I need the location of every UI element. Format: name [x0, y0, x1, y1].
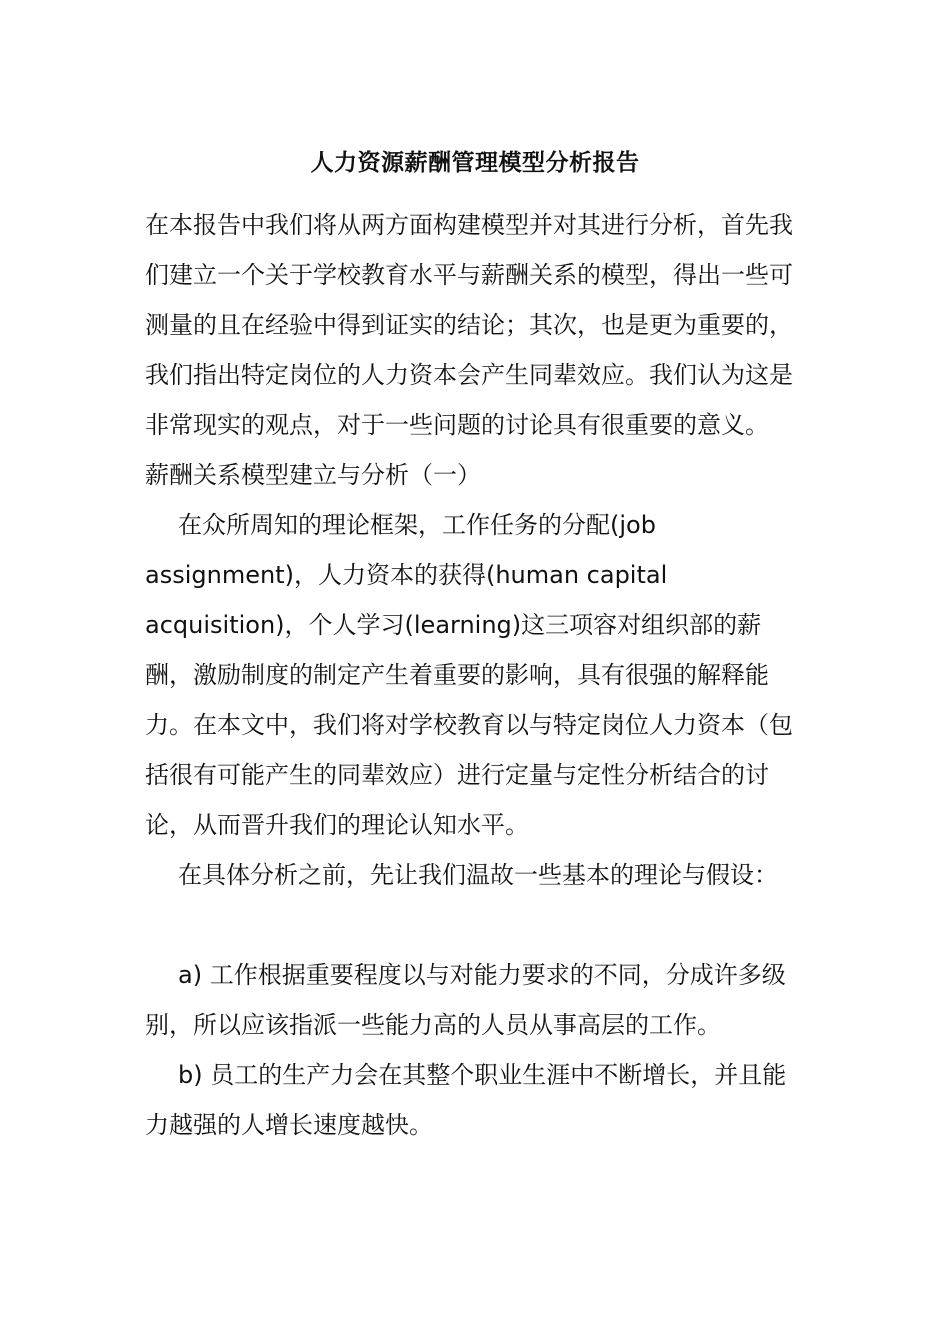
- list-item-b: b) 员工的生产力会在其整个职业生涯中不断增长，并且能力越强的人增长速度越快。: [145, 1061, 787, 1139]
- body-paragraph-1: 在众所周知的理论框架，工作任务的分配(job assignment)，人力资本的获得(human capital acquisition)，个人学习(learning)这三项容对组织部的薪酬，激励制度的制定产生着重要的影响，具有很强的解释能力。在本文中，我们将对学校教育以与特定岗位人力资本（包括很有可能产生的同辈效应）进行定量与定性分析结合的讨论，从而晋升我们的理论认知水平。: [145, 511, 793, 839]
- document-title: 人力资源薪酬管理模型分析报告: [310, 150, 640, 176]
- document-body: [145, 200, 805, 1150]
- section-heading: 薪酬关系模型建立与分析（一）: [145, 461, 481, 489]
- list-item-a: a) 工作根据重要程度以与对能力要求的不同，分成许多级别，所以应该指派一些能力高的人员从事高层的工作。: [145, 961, 786, 1039]
- body-paragraph-2: 在具体分析之前，先让我们温故一些基本的理论与假设：: [178, 861, 778, 889]
- intro-paragraph: 在本报告中我们将从两方面构建模型并对其进行分析，首先我们建立一个关于学校教育水平与薪酬关系的模型，得出一些可测量的且在经验中得到证实的结论；其次，也是更为重要的，我们指出特定岗位的人力资本会产生同辈效应。我们认为这是非常现实的观点，对于一些问题的讨论具有很重要的意义。: [145, 211, 793, 439]
- blank-line: [145, 900, 805, 950]
